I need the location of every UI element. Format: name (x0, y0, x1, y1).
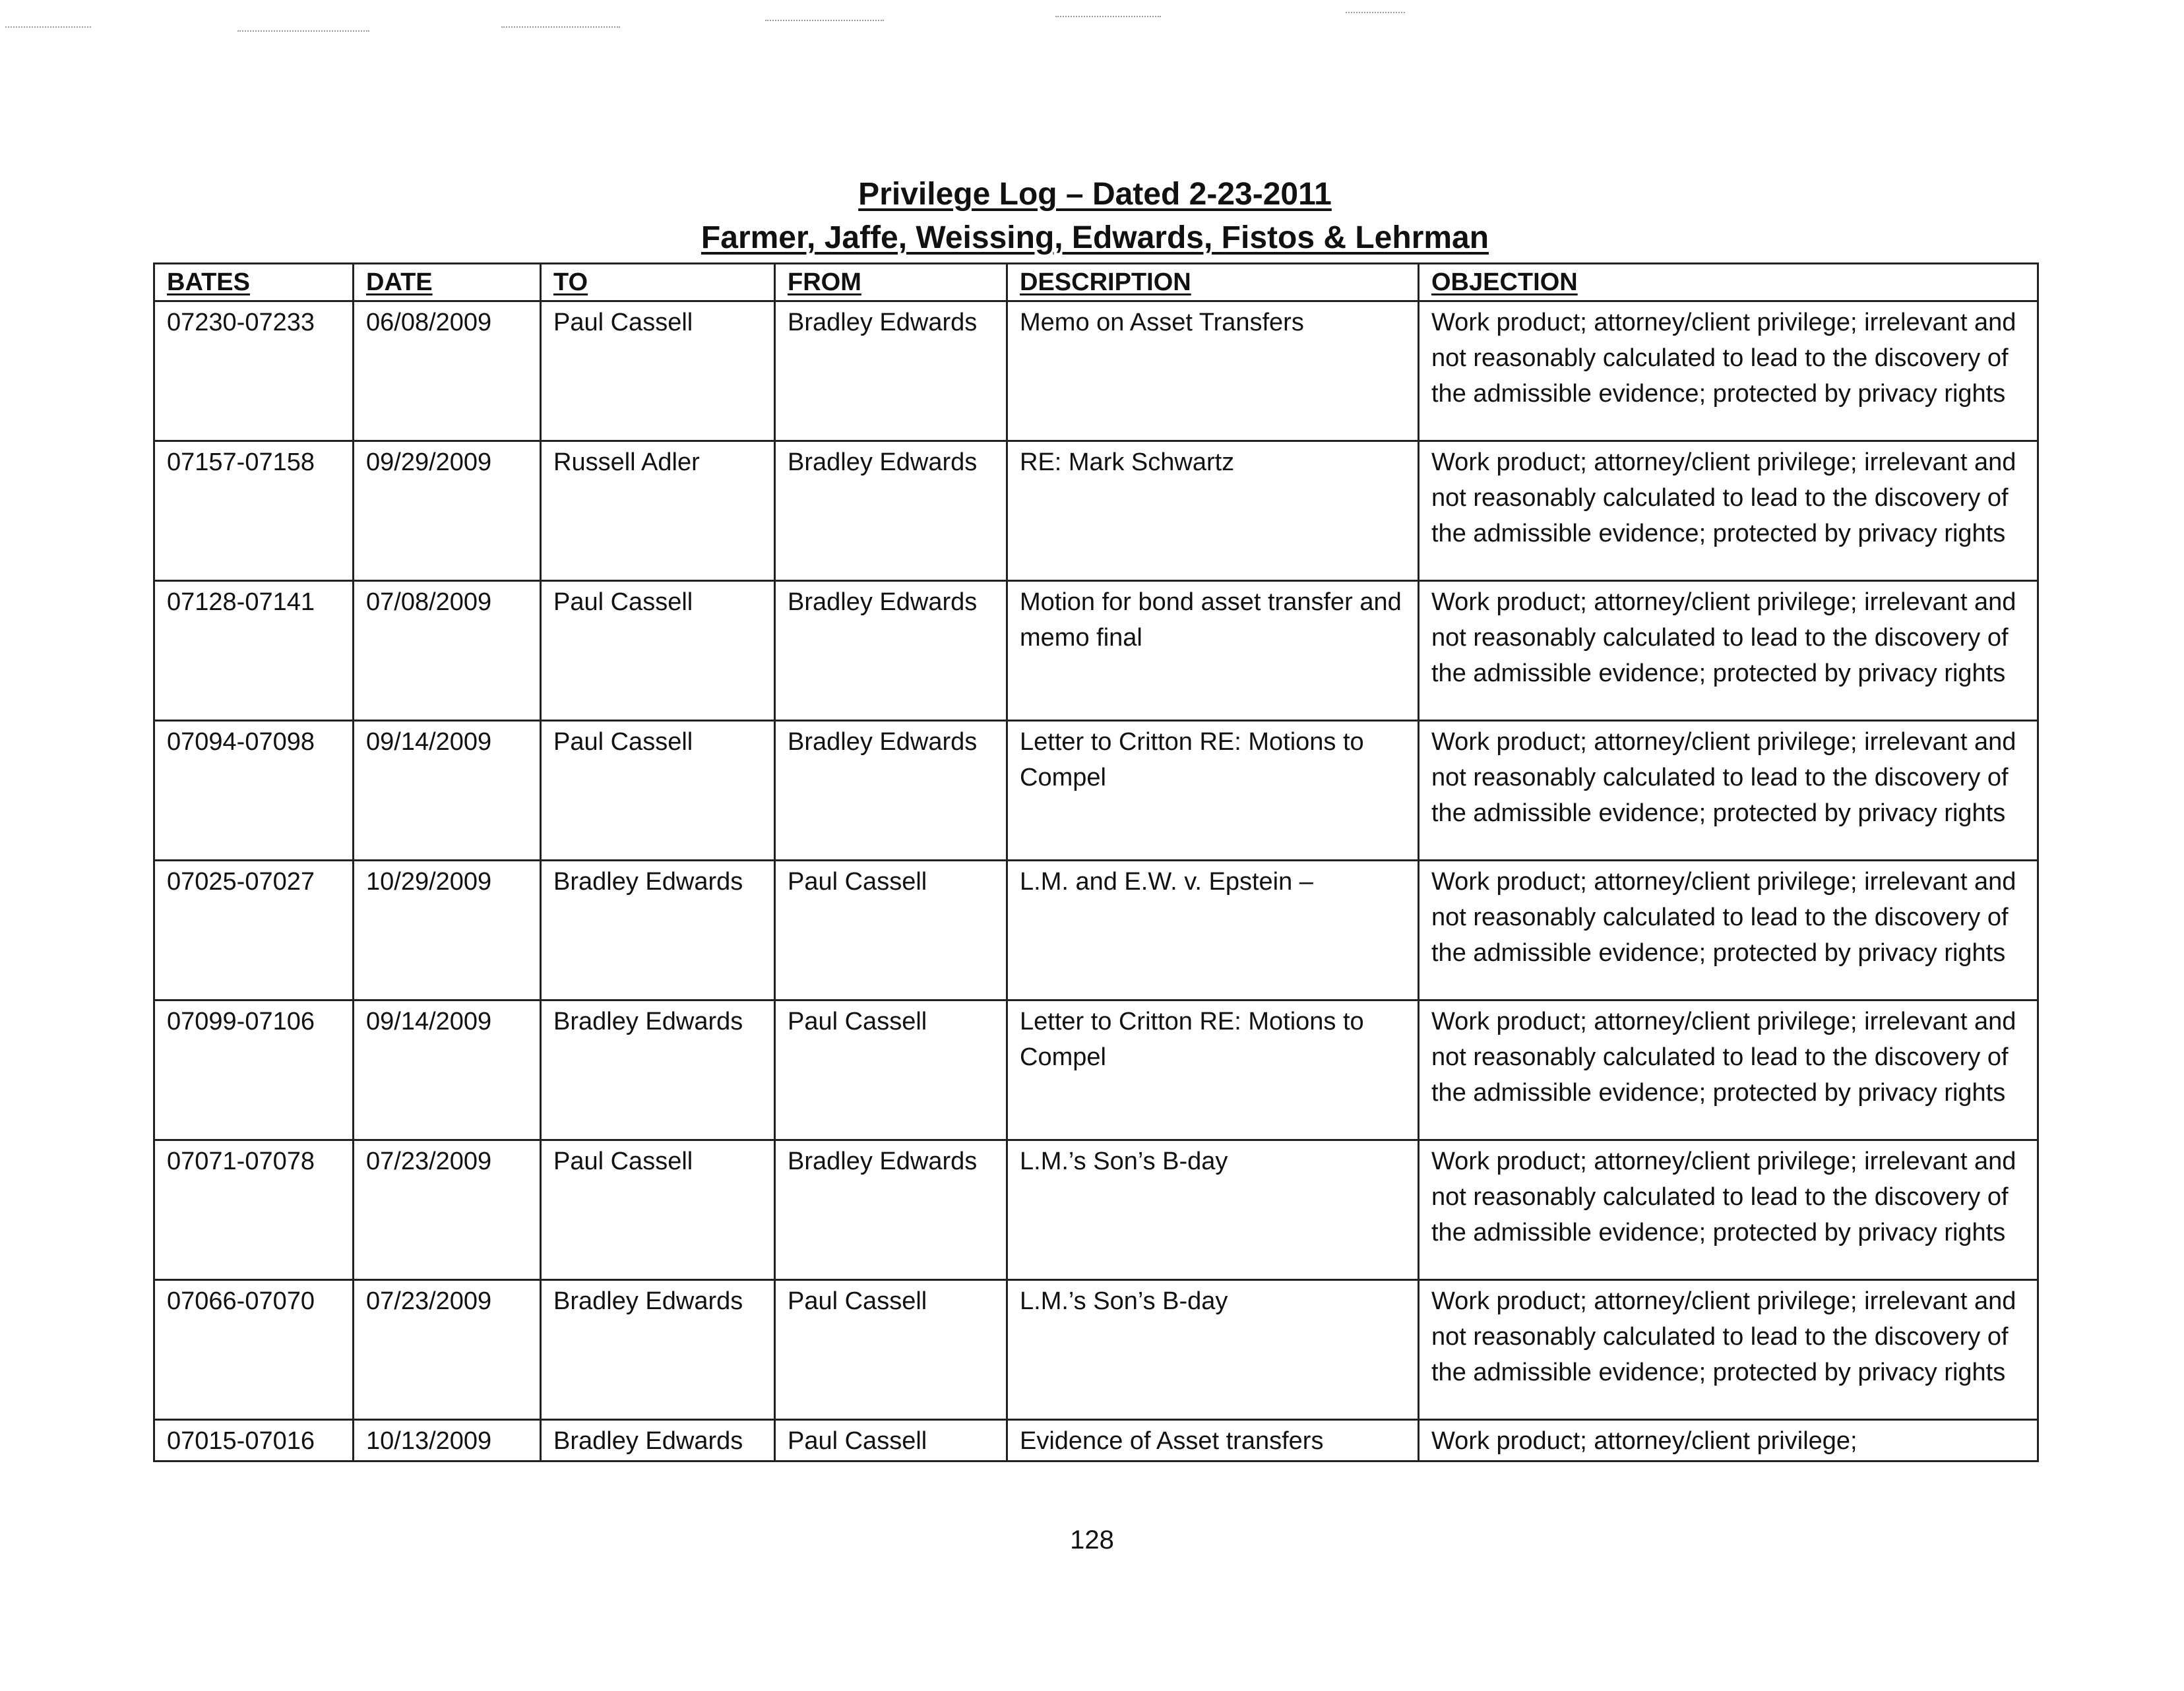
cell-objection: Work product; attorney/client privilege; irrelevant and not reasonably calculated to lead to the discovery of the admissible evidence; protected by privacy rights (1419, 861, 2038, 1000)
cell-from: Bradley Edwards (775, 301, 1007, 441)
cell-objection: Work product; attorney/client privilege; irrelevant and not reasonably calculated to lead to the discovery of the admissible evidence; protected by privacy rights (1419, 1140, 2038, 1280)
scan-artifact (1055, 16, 1161, 17)
cell-to: Paul Cassell (541, 721, 775, 861)
cell-objection: Work product; attorney/client privilege; (1419, 1420, 2038, 1461)
cell-description: Evidence of Asset transfers (1007, 1420, 1419, 1461)
cell-to: Russell Adler (541, 441, 775, 581)
page-number: 128 (1070, 1525, 1114, 1554)
cell-from: Bradley Edwards (775, 581, 1007, 721)
table-row (154, 861, 2038, 1000)
header-objection: OBJECTION (1419, 264, 2038, 301)
header-from: FROM (775, 264, 1007, 301)
table-row (154, 441, 2038, 581)
table-row (154, 1140, 2038, 1280)
cell-description: Memo on Asset Transfers (1007, 301, 1419, 441)
cell-objection: Work product; attorney/client privilege; irrelevant and not reasonably calculated to lead to the discovery of the admissible evidence; protected by privacy rights (1419, 301, 2038, 441)
cell-bates: 07128-07141 (154, 581, 354, 721)
document-subtitle: Farmer, Jaffe, Weissing, Edwards, Fistos & Lehrman (701, 220, 1489, 255)
table-header-row (154, 264, 2038, 301)
document-heading (153, 173, 2037, 260)
table-row (154, 301, 2038, 441)
cell-bates: 07099-07106 (154, 1000, 354, 1140)
cell-bates: 07094-07098 (154, 721, 354, 861)
header-description: DESCRIPTION (1007, 264, 1419, 301)
header-date: DATE (354, 264, 541, 301)
cell-description: Letter to Critton RE: Motions to Compel (1007, 1000, 1419, 1140)
table-row (154, 1420, 2038, 1461)
cell-date: 10/13/2009 (354, 1420, 541, 1461)
cell-date: 09/14/2009 (354, 1000, 541, 1140)
cell-to: Bradley Edwards (541, 861, 775, 1000)
cell-from: Bradley Edwards (775, 721, 1007, 861)
cell-description: L.M.’s Son’s B-day (1007, 1140, 1419, 1280)
cell-to: Paul Cassell (541, 1140, 775, 1280)
cell-date: 09/14/2009 (354, 721, 541, 861)
cell-to: Bradley Edwards (541, 1000, 775, 1140)
cell-bates: 07071-07078 (154, 1140, 354, 1280)
cell-from: Paul Cassell (775, 1280, 1007, 1420)
cell-date: 06/08/2009 (354, 301, 541, 441)
cell-description: L.M. and E.W. v. Epstein – (1007, 861, 1419, 1000)
table-row (154, 1280, 2038, 1420)
cell-objection: Work product; attorney/client privilege; irrelevant and not reasonably calculated to lead to the discovery of the admissible evidence; protected by privacy rights (1419, 581, 2038, 721)
cell-bates: 07066-07070 (154, 1280, 354, 1420)
scan-artifact (1346, 12, 1405, 13)
privilege-log-table (153, 262, 2039, 1462)
cell-date: 07/08/2009 (354, 581, 541, 721)
header-to: TO (541, 264, 775, 301)
cell-objection: Work product; attorney/client privilege; irrelevant and not reasonably calculated to lead to the discovery of the admissible evidence; protected by privacy rights (1419, 1000, 2038, 1140)
cell-date: 09/29/2009 (354, 441, 541, 581)
scan-artifact (765, 20, 884, 21)
cell-description: L.M.’s Son’s B-day (1007, 1280, 1419, 1420)
scan-artifact (501, 26, 620, 28)
cell-from: Bradley Edwards (775, 441, 1007, 581)
cell-bates: 07157-07158 (154, 441, 354, 581)
cell-date: 10/29/2009 (354, 861, 541, 1000)
cell-description: Motion for bond asset transfer and memo final (1007, 581, 1419, 721)
scan-artifact (5, 26, 91, 28)
scan-artifact (237, 30, 369, 32)
document-title: Privilege Log – Dated 2-23-2011 (858, 177, 1332, 212)
cell-to: Paul Cassell (541, 301, 775, 441)
cell-objection: Work product; attorney/client privilege; irrelevant and not reasonably calculated to lead to the discovery of the admissible evidence; protected by privacy rights (1419, 441, 2038, 581)
cell-objection: Work product; attorney/client privilege; irrelevant and not reasonably calculated to lead to the discovery of the admissible evidence; protected by privacy rights (1419, 1280, 2038, 1420)
cell-description: Letter to Critton RE: Motions to Compel (1007, 721, 1419, 861)
header-bates: BATES (154, 264, 354, 301)
cell-from: Paul Cassell (775, 861, 1007, 1000)
cell-to: Paul Cassell (541, 581, 775, 721)
cell-from: Bradley Edwards (775, 1140, 1007, 1280)
cell-objection: Work product; attorney/client privilege; irrelevant and not reasonably calculated to lead to the discovery of the admissible evidence; protected by privacy rights (1419, 721, 2038, 861)
cell-date: 07/23/2009 (354, 1280, 541, 1420)
cell-description: RE: Mark Schwartz (1007, 441, 1419, 581)
table-row (154, 581, 2038, 721)
cell-date: 07/23/2009 (354, 1140, 541, 1280)
cell-from: Paul Cassell (775, 1000, 1007, 1140)
cell-bates: 07025-07027 (154, 861, 354, 1000)
cell-to: Bradley Edwards (541, 1280, 775, 1420)
cell-to: Bradley Edwards (541, 1420, 775, 1461)
table-row (154, 721, 2038, 861)
cell-bates: 07015-07016 (154, 1420, 354, 1461)
cell-bates: 07230-07233 (154, 301, 354, 441)
cell-from: Paul Cassell (775, 1420, 1007, 1461)
table-row (154, 1000, 2038, 1140)
